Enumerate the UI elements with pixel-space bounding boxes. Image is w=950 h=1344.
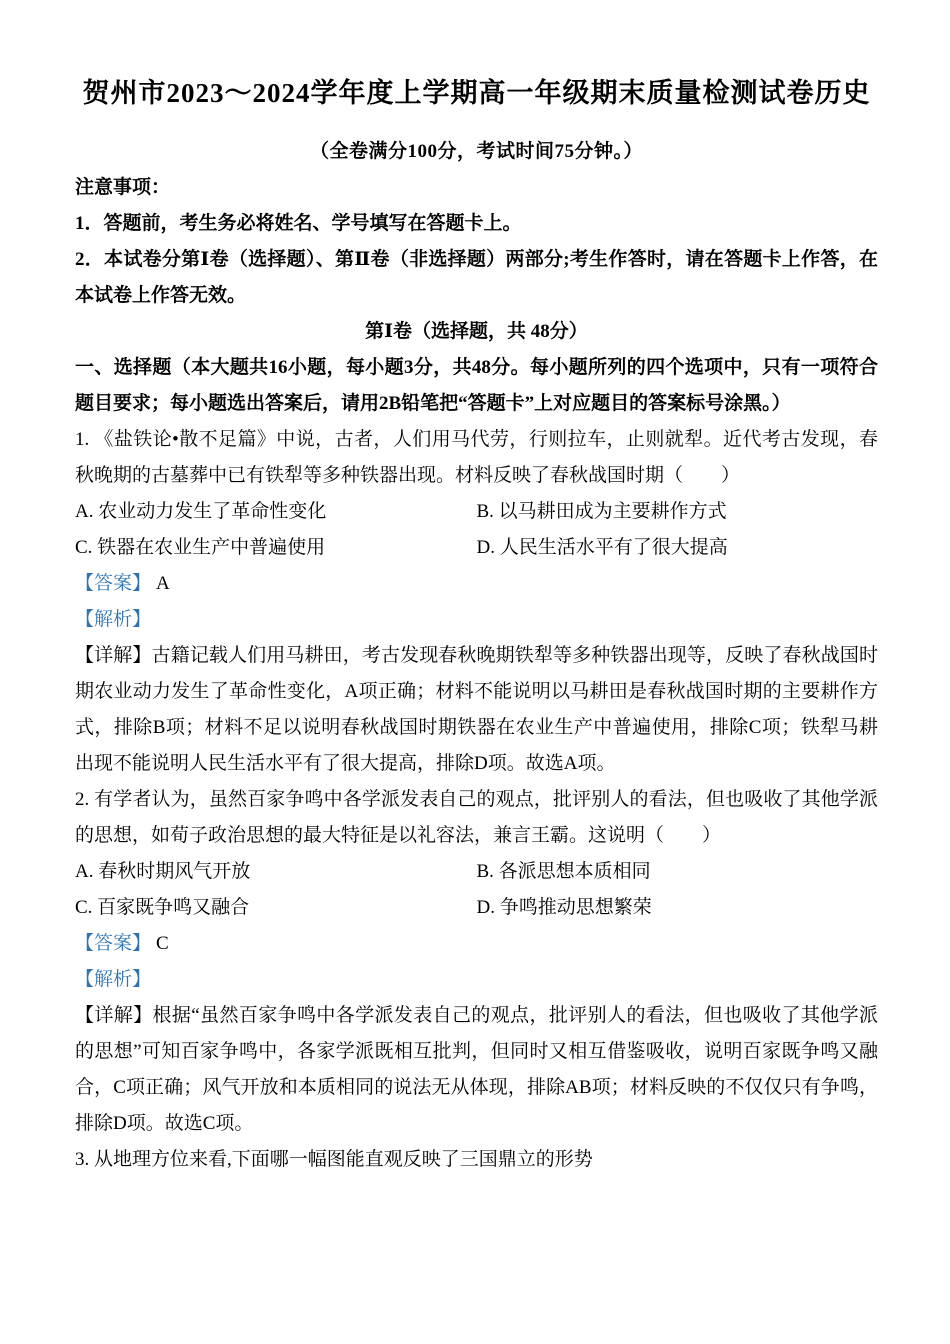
question-2-answer-line (75, 926, 878, 962)
question-2-analysis-label: 【解析】 (75, 969, 152, 990)
question-2-detail: 【详解】根据“虽然百家争鸣中各学派发表自己的观点，批评别人的看法，但也吸收了其他学派的思想”可知百家争鸣中，各家学派既相互批判，但同时又相互借鉴吸收，说明百家既争鸣又融合，C项正确；风气开放和本质相同的说法无从体现，排除AB项；材料反映的不仅仅只有争鸣，排除D项。故选C项。 (75, 1005, 878, 1134)
question-1-option-a: A. 农业动力发生了革命性变化 (75, 501, 327, 522)
answer-label: 【答案】 (75, 933, 152, 954)
question-2-answer-value: C (156, 933, 169, 954)
section-1-intro: 一、选择题（本大题共16小题，每小题3分，共48分。每小题所列的四个选项中，只有一项符合题目要求；每小题选出答案后，请用2B铅笔把“答题卡”上对应题目的答案标号涂黑。） (75, 357, 878, 414)
notice-heading: 注意事项： (75, 177, 171, 198)
exam-subtitle: （全卷满分100分，考试时间75分钟。） (309, 141, 643, 162)
question-2-stem: 2. 有学者认为，虽然百家争鸣中各学派发表自己的观点，批评别人的看法，但也吸收了其他学派的思想，如荀子政治思想的最大特征是以礼容法，兼言王霸。这说明（ ） (75, 789, 878, 846)
question-3 (75, 1142, 878, 1178)
notice-item-2: 2．本试卷分第Ⅰ卷（选择题）、第Ⅱ卷（非选择题）两部分;考生作答时，请在答题卡上作答，在本试卷上作答无效。 (75, 249, 878, 306)
question-2-options (75, 854, 878, 926)
question-1-option-c: C. 铁器在农业生产中普遍使用 (75, 537, 326, 558)
question-1-options (75, 494, 878, 566)
section-1-header: 第Ⅰ卷（选择题，共 48分） (365, 321, 588, 342)
question-1-option-d: D. 人民生活水平有了很大提高 (476, 537, 728, 558)
answer-label: 【答案】 (75, 573, 152, 594)
question-2-option-b: B. 各派思想本质相同 (476, 861, 651, 882)
question-2 (75, 782, 878, 1142)
question-1-stem: 1. 《盐铁论•散不足篇》中说，古者，人们用马代劳，行则拉车，止则就犁。近代考古发现，春秋晚期的古墓葬中已有铁犁等多种铁器出现。材料反映了春秋战国时期（ ） (75, 429, 878, 486)
question-1-option-b: B. 以马耕田成为主要耕作方式 (476, 501, 727, 522)
question-1-analysis-label: 【解析】 (75, 609, 152, 630)
question-1-answer-line (75, 566, 878, 602)
question-2-option-c: C. 百家既争鸣又融合 (75, 897, 250, 918)
question-3-stem: 3. 从地理方位来看,下面哪一幅图能直观反映了三国鼎立的形势 (75, 1149, 593, 1170)
question-1-detail: 【详解】古籍记载人们用马耕田，考古发现春秋晚期铁犁等多种铁器出现等，反映了春秋战国时期农业动力发生了革命性变化，A项正确；材料不能说明以马耕田是春秋战国时期的主要耕作方式，排除B项；材料不足以说明春秋战国时期铁器在农业生产中普遍使用，排除C项；铁犁马耕出现不能说明人民生活水平有了很大提高，排除D项。故选A项。 (75, 645, 878, 774)
question-1 (75, 422, 878, 782)
question-1-answer-value: A (156, 573, 170, 594)
question-2-option-d: D. 争鸣推动思想繁荣 (476, 897, 652, 918)
question-2-option-a: A. 春秋时期风气开放 (75, 861, 251, 882)
page-title: 贺州市2023～2024学年度上学期高一年级期末质量检测试卷历史 (82, 78, 871, 108)
notice-item-1: 1．答题前，考生务必将姓名、学号填写在答题卡上。 (75, 213, 522, 234)
